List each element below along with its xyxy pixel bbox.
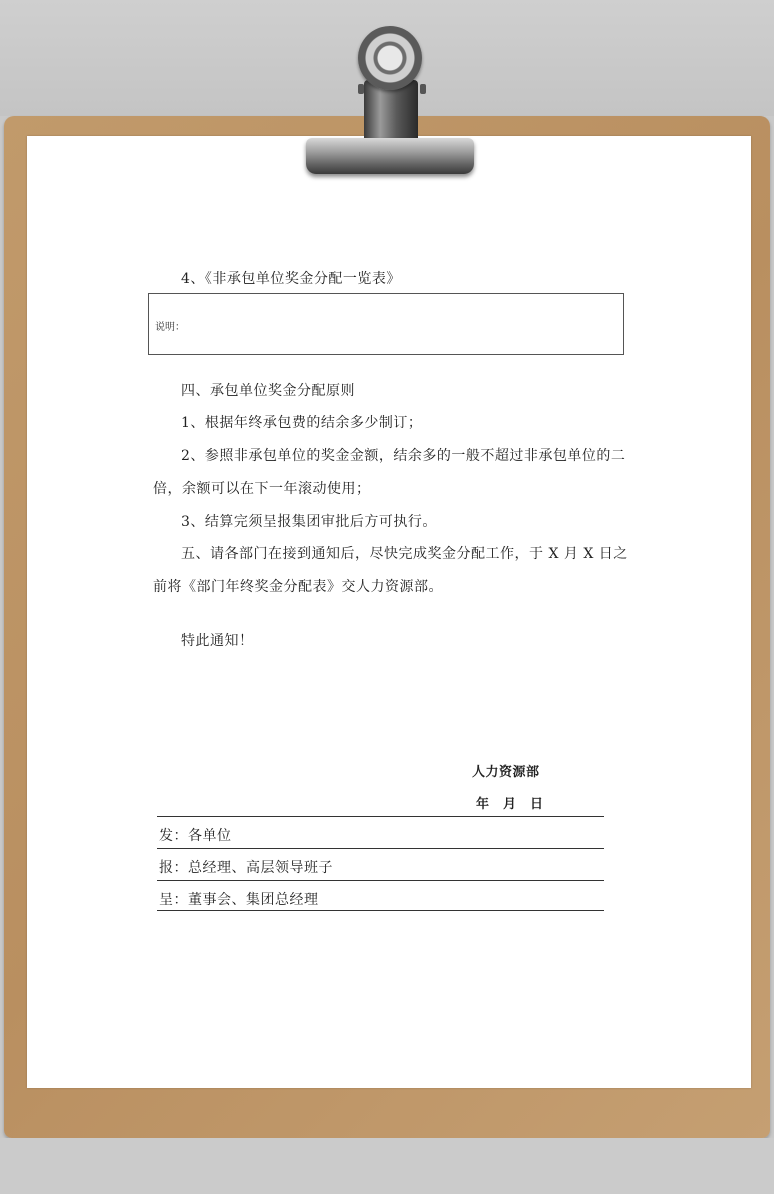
binder-clip-icon bbox=[358, 26, 422, 90]
rule-2-line-1: 2、参照非承包单位的奖金金额，结余多的一般不超过非承包单位的二 bbox=[181, 448, 626, 464]
distribution-submit: 呈：董事会、集团总经理 bbox=[159, 892, 319, 908]
rule-2-line-2: 倍，余额可以在下一年滚动使用； bbox=[153, 481, 371, 497]
rule-3: 3、结算完须呈报集团审批后方可执行。 bbox=[181, 514, 437, 530]
signature-date: 年 月 日 bbox=[476, 797, 544, 812]
background-floor bbox=[0, 1138, 774, 1194]
distribution-report: 报：总经理、高层领导班子 bbox=[159, 860, 333, 876]
clip-plate bbox=[306, 138, 474, 174]
rule-1: 1、根据年终承包费的结余多少制订； bbox=[181, 415, 423, 431]
divider-line bbox=[157, 848, 604, 849]
section-5-line-1: 五、请各部门在接到通知后，尽快完成奖金分配工作，于 X 月 X 日之 bbox=[181, 546, 628, 562]
section-5-line-2: 前将《部门年终奖金分配表》交人力资源部。 bbox=[153, 579, 443, 595]
note-box bbox=[148, 293, 624, 355]
divider-line bbox=[157, 816, 604, 817]
divider-line bbox=[157, 880, 604, 881]
note-box-label: 说明： bbox=[155, 322, 185, 333]
distribution-to: 发：各单位 bbox=[159, 828, 232, 844]
section-4-title: 四、承包单位奖金分配原则 bbox=[181, 383, 355, 399]
clip-pin-right bbox=[420, 84, 426, 94]
closing-text: 特此通知！ bbox=[181, 633, 254, 649]
divider-line bbox=[157, 910, 604, 911]
item-4-heading: 4、《非承包单位奖金分配一览表》 bbox=[181, 271, 401, 287]
signature-department: 人力资源部 bbox=[472, 765, 540, 780]
clip-pin-left bbox=[358, 84, 364, 94]
